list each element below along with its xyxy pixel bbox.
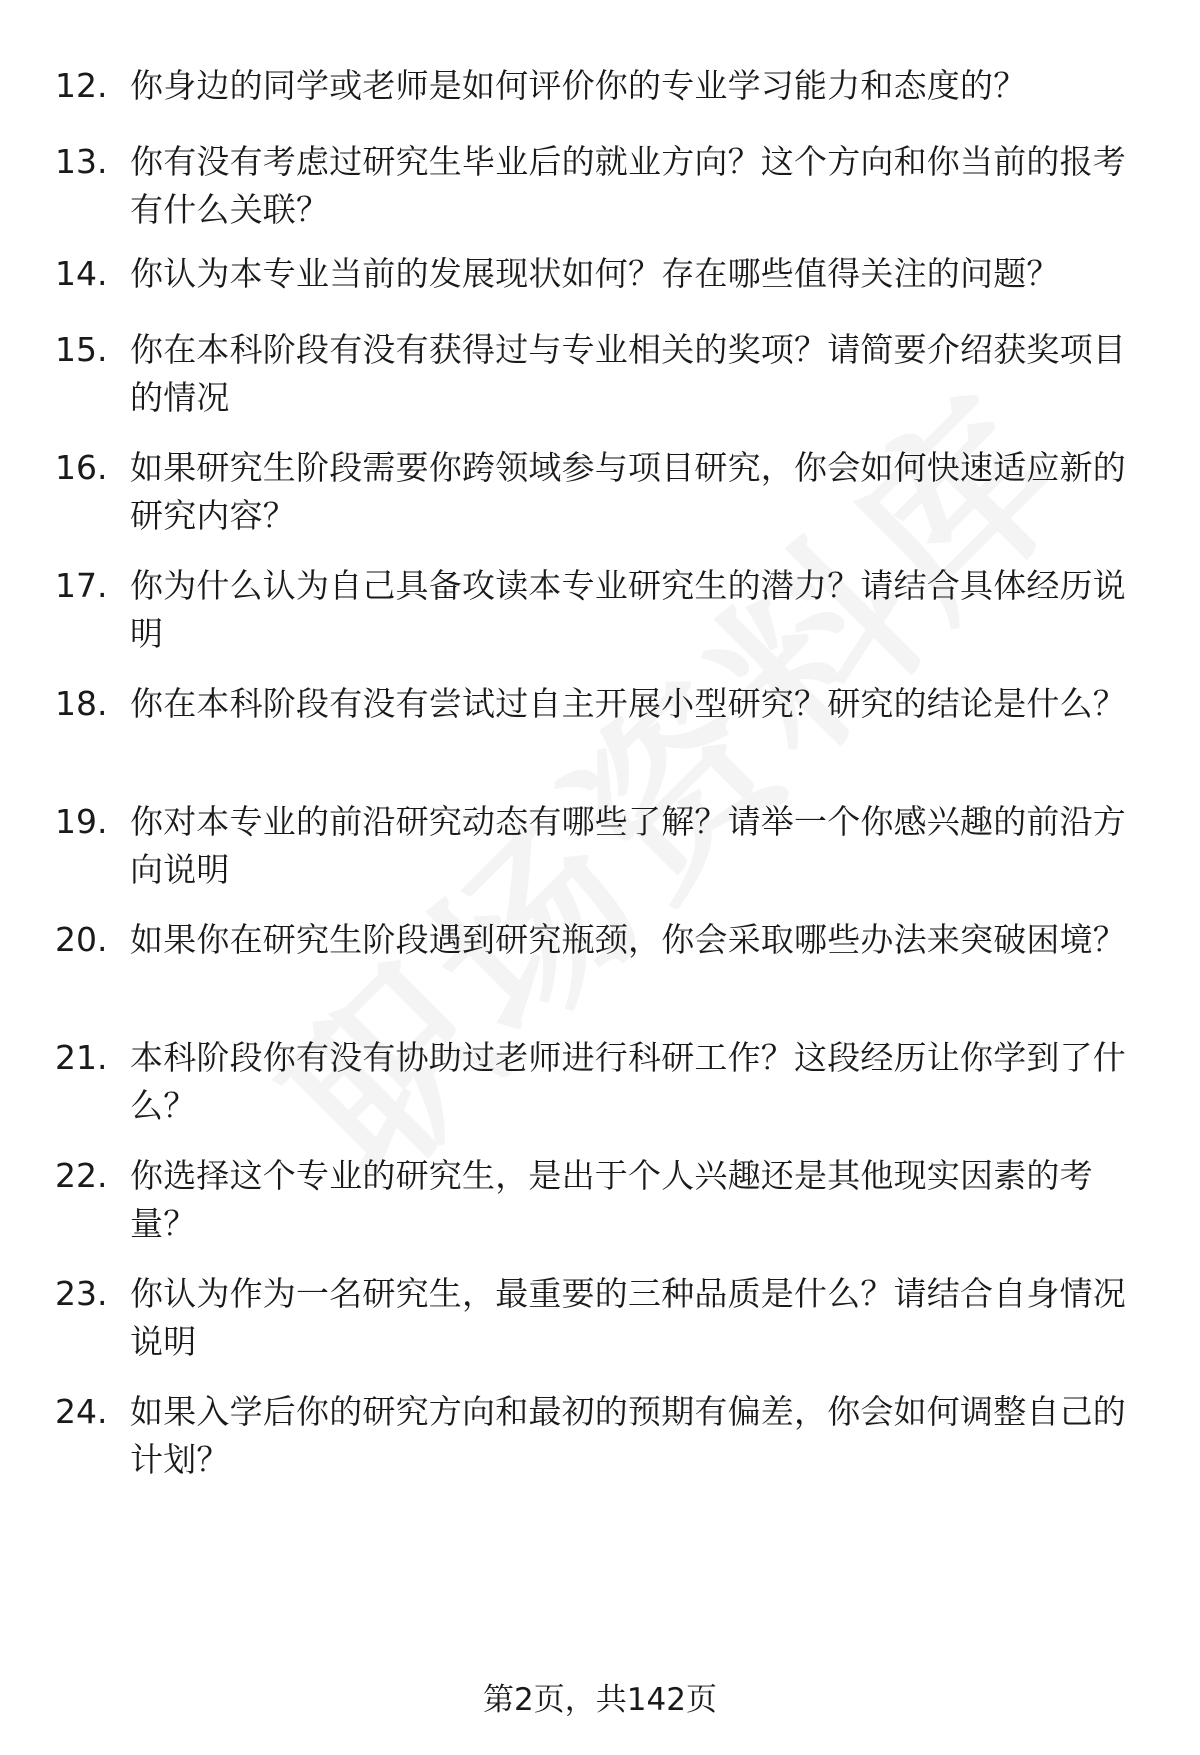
question-text: 如果入学后你的研究方向和最初的预期有偏差，你会如何调整自己的计划？ bbox=[130, 1392, 1126, 1479]
page-indicator: 第2页，共142页 bbox=[483, 1682, 717, 1718]
question-text: 你有没有考虑过研究生毕业后的就业方向？这个方向和你当前的报考有什么关联？ bbox=[130, 142, 1126, 229]
question-text: 你认为作为一名研究生，最重要的三种品质是什么？请结合自身情况说明 bbox=[130, 1274, 1126, 1361]
question-number: 12. bbox=[55, 66, 108, 105]
question-number: 21. bbox=[55, 1038, 108, 1077]
question-text: 如果研究生阶段需要你跨领域参与项目研究，你会如何快速适应新的研究内容？ bbox=[130, 448, 1126, 535]
question-number: 18. bbox=[55, 684, 108, 723]
question-number: 22. bbox=[55, 1156, 108, 1195]
question-number: 17. bbox=[55, 566, 108, 605]
question-text: 你在本科阶段有没有尝试过自主开展小型研究？研究的结论是什么？ bbox=[130, 684, 1126, 723]
question-number: 14. bbox=[55, 254, 108, 293]
question-text: 你选择这个专业的研究生，是出于个人兴趣还是其他现实因素的考量？ bbox=[130, 1156, 1093, 1243]
question-number: 24. bbox=[55, 1392, 108, 1431]
question-number: 20. bbox=[55, 920, 108, 959]
question-number: 13. bbox=[55, 142, 108, 181]
question-number: 16. bbox=[55, 448, 108, 487]
question-text: 你对本专业的前沿研究动态有哪些了解？请举一个你感兴趣的前沿方向说明 bbox=[130, 802, 1126, 889]
question-text: 你为什么认为自己具备攻读本专业研究生的潜力？请结合具体经历说明 bbox=[130, 566, 1126, 653]
question-text: 你在本科阶段有没有获得过与专业相关的奖项？请简要介绍获奖项目的情况 bbox=[130, 330, 1126, 417]
question-text: 本科阶段你有没有协助过老师进行科研工作？这段经历让你学到了什么？ bbox=[130, 1038, 1126, 1125]
question-text: 你身边的同学或老师是如何评价你的专业学习能力和态度的？ bbox=[130, 66, 1027, 105]
question-number: 23. bbox=[55, 1274, 108, 1313]
question-number: 19. bbox=[55, 802, 108, 841]
question-text: 如果你在研究生阶段遇到研究瓶颈，你会采取哪些办法来突破困境？ bbox=[130, 920, 1126, 959]
question-text: 你认为本专业当前的发展现状如何？存在哪些值得关注的问题？ bbox=[130, 254, 1060, 293]
question-number: 15. bbox=[55, 330, 108, 369]
